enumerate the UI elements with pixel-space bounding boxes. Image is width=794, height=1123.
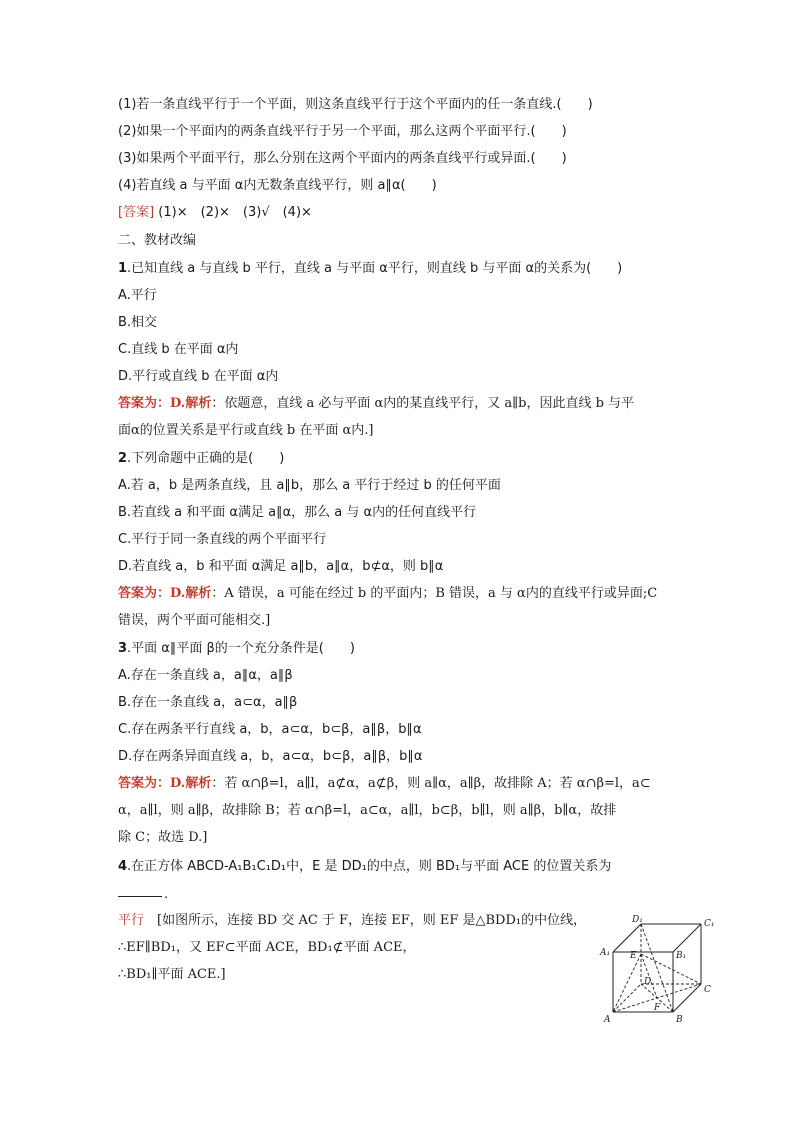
q1-answer-label: 答案为：D.解析	[118, 396, 212, 411]
judge-answer-text: (1)× (2)× (3)√ (4)×	[158, 205, 312, 220]
q1-stem	[118, 260, 622, 278]
label-C1: C₁	[704, 919, 715, 929]
label-D: D	[644, 977, 652, 987]
label-D1: D₁	[632, 915, 643, 925]
q4-analysis-text-1: [如图所示，连接 BD 交 AC 于 F，连接 EF，则 EF 是△BDD₁的中位线，	[144, 913, 587, 928]
q3-analysis-text-1: ：若 α∩β=l，a∥l，a⊄α，a⊄β，则 a∥α，a∥β，故排除 A；若 α∩β=l，a⊂	[211, 776, 651, 791]
q1-stem-text: .已知直线 a 与直线 b 平行，直线 a 与平面 α平行，则直线 b 与平面 α的关系为( )	[127, 261, 623, 276]
q2-option-b: B.若直线 a 和平面 α满足 a∥α，那么 a 与 α内的任何直线平行	[118, 505, 477, 520]
q3-number: 3	[118, 641, 128, 656]
q2-option-a: A.若 a，b 是两条直线，且 a∥b，那么 a 平行于经过 b 的任何平面	[118, 478, 501, 493]
label-F: F	[654, 1003, 661, 1013]
label-A1: A₁	[600, 948, 611, 958]
q3-answer-label: 答案为：D.解析	[118, 776, 212, 791]
q3-option-a: A.存在一条直线 a，a∥α，a∥β	[118, 668, 293, 683]
cube-figure	[598, 912, 716, 1026]
q3-option-b: B.存在一条直线 a，a⊂α，a∥β	[118, 695, 298, 710]
q2-analysis-line-2: 错误，两个平面可能相交.]	[118, 613, 271, 628]
q1-number: 1	[118, 261, 128, 276]
q3-analysis-line-2: α，a∥l，则 a∥β，故排除 B；若 α∩β=l，a⊂α，a∥l，b⊂β，b∥l，则 a∥β，b∥α，故排	[118, 803, 617, 818]
q4-analysis-line-3: ∴BD₁∥平面 ACE.]	[118, 967, 226, 982]
q4-blank-end: .	[164, 887, 169, 902]
judge-answer-label: [答案]	[118, 205, 155, 220]
q2-answer-label: 答案为：D.解析	[118, 586, 212, 601]
q1-analysis-text-1: ：依题意，直线 a 必与平面 α内的某直线平行，又 a∥b，因此直线 b 与平	[211, 396, 635, 411]
q2-analysis-line-1	[118, 585, 657, 603]
q3-option-d: D.存在两条异面直线 a，b，a⊂α，b⊂β，a∥β，b∥α	[118, 749, 423, 764]
label-E: E	[630, 951, 637, 961]
judge-item-4: (4)若直线 a 与平面 α内无数条直线平行，则 a∥α( )	[118, 178, 437, 193]
section-title: 二、教材改编	[118, 233, 197, 248]
q1-analysis-line-2: 面α的位置关系是平行或直线 b 在平面 α内.]	[118, 423, 374, 438]
edge-B1C1	[673, 924, 701, 952]
q2-stem	[118, 450, 284, 468]
q3-stem-text: .平面 α∥平面 β的一个充分条件是( )	[127, 641, 355, 656]
q4-stem	[118, 858, 611, 876]
q4-analysis-line-2: ∴EF∥BD₁，又 EF⊂平面 ACE，BD₁⊄平面 ACE，	[118, 940, 416, 955]
q3-option-c: C.存在两条平行直线 a，b，a⊂α，b⊂β，a∥β，b∥α	[118, 722, 422, 737]
segment-EA	[613, 954, 641, 1012]
judge-item-2: (2)如果一个平面内的两条直线平行于另一个平面，那么这两个平面平行.( )	[118, 124, 567, 139]
q4-answer-word: 平行	[118, 913, 145, 928]
q1-option-c: C.直线 b 在平面 α内	[118, 342, 239, 357]
q3-analysis-line-1	[118, 775, 651, 793]
q3-stem	[118, 640, 355, 658]
label-B: B	[676, 1015, 683, 1025]
q3-analysis-line-3: 除 C；故选 D.]	[118, 830, 208, 845]
q2-option-d: D.若直线 a，b 和平面 α满足 a∥b，a∥α，b⊄α，则 b∥α	[118, 559, 444, 574]
edge-AD	[613, 984, 641, 1012]
q4-analysis-line-1	[118, 912, 586, 930]
judge-item-1: (1)若一条直线平行于一个平面，则这条直线平行于这个平面内的任一条直线.( )	[118, 97, 593, 112]
edge-A1D1	[613, 924, 641, 952]
q2-number: 2	[118, 451, 128, 466]
q1-option-a: A.平行	[118, 288, 157, 303]
label-A: A	[604, 1015, 611, 1025]
q1-option-d: D.平行或直线 b 在平面 α内	[118, 369, 279, 384]
label-B1: B₁	[676, 951, 687, 961]
q4-number: 4	[118, 859, 128, 874]
judge-answer	[118, 204, 312, 222]
judge-item-3: (3)如果两个平面平行，那么分别在这两个平面内的两条直线平行或异面.( )	[118, 151, 567, 166]
q2-analysis-text-1: ：A 错误，a 可能在经过 b 的平面内；B 错误，a 与 α内的直线平行或异面;C	[211, 586, 658, 601]
label-C: C	[704, 985, 711, 995]
q1-option-b: B.相交	[118, 315, 158, 330]
q4-answer-blank	[118, 896, 162, 897]
q1-analysis-line-1	[118, 395, 634, 413]
q4-stem-text: .在正方体 ABCD-A₁B₁C₁D₁中，E 是 DD₁的中点，则 BD₁与平面 ACE 的位置关系为	[127, 859, 612, 874]
q2-option-c: C.平行于同一条直线的两个平面平行	[118, 532, 327, 547]
q2-stem-text: .下列命题中正确的是( )	[127, 451, 285, 466]
